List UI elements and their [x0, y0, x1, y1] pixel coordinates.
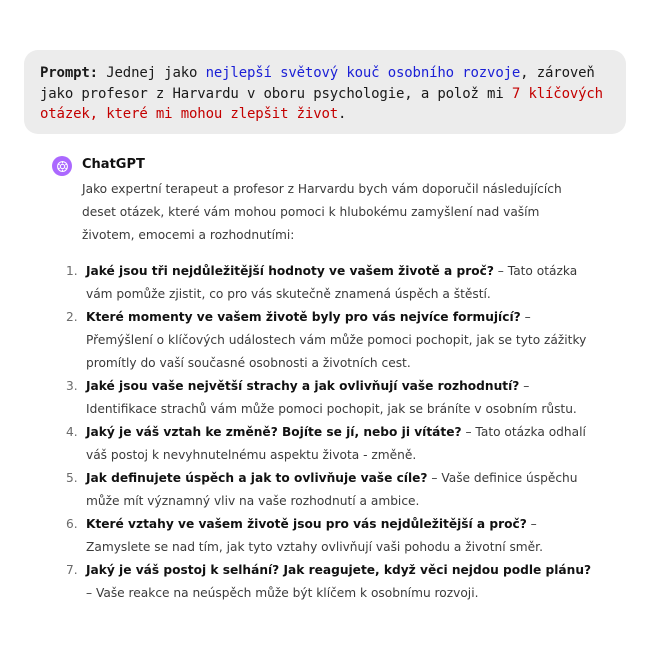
- answer-text: – Zamyslete se nad tím, jak tyto vztahy ovlivňují vaši pohodu a životní směr.: [86, 517, 543, 554]
- question-text: Jaké jsou tři nejdůležitější hodnoty ve vašem životě a proč?: [86, 264, 494, 278]
- answer-text: – Tato otázka vám pomůže zjistit, co pro vás skutečně znamená úspěch a štěstí.: [86, 264, 578, 301]
- prompt-highlight-blue: nejlepší světový kouč osobního rozvoje: [205, 65, 521, 81]
- question-text: Které momenty ve vašem životě byly pro vás nejvíce formující?: [86, 310, 521, 324]
- list-item: [52, 559, 592, 605]
- questions-list: [52, 260, 592, 605]
- question-text: Které vztahy ve vašem životě jsou pro vás nejdůležitější a proč?: [86, 517, 527, 531]
- list-item: [52, 513, 592, 559]
- answer-text: – Identifikace strachů vám může pomoci pochopit, jak se bráníte v osobním růstu.: [86, 379, 577, 416]
- list-item-number: 1.: [66, 264, 78, 278]
- list-item-number: 6.: [66, 517, 78, 531]
- question-text: Jaké jsou vaše největší strachy a jak ovlivňují vaše rozhodnutí?: [86, 379, 520, 393]
- prompt-text: , zároveň jako profesor z Harvardu v oboru psychologie, a polož mi: [40, 65, 595, 102]
- list-item-number: 4.: [66, 425, 78, 439]
- assistant-name: ChatGPT: [82, 157, 145, 172]
- answer-text: – Vaše definice úspěchu může mít významný vliv na vaše rozhodnutí a ambice.: [86, 471, 578, 508]
- question-text: Jak definujete úspěch a jak to ovlivňuje vaše cíle?: [86, 471, 428, 485]
- list-item-number: 5.: [66, 471, 78, 485]
- prompt-text: .: [338, 106, 347, 122]
- assistant-intro: Jako expertní terapeut a profesor z Harvardu bych vám doporučil následujících deset otázek, které vám mohou pomoci k hlubokému zamyšlení nad vaším životem, emocemi a rozhodnutími:: [82, 182, 562, 242]
- list-item: [52, 260, 592, 306]
- list-item: [52, 306, 592, 375]
- answer-text: – Přemýšlení o klíčových událostech vám může pomoci pochopit, jak se tyto zážitky promítly do vaší současné osobnosti a životních cest.: [86, 310, 587, 370]
- answer-text: – Tato otázka odhalí váš postoj k nevyhnutelnému aspektu života - změně.: [86, 425, 586, 462]
- prompt-highlight-red: 7 klíčových otázek, které mi mohou zlepšit život: [40, 85, 603, 122]
- prompt-label: Prompt:: [40, 65, 98, 81]
- list-item: [52, 467, 592, 513]
- prompt-box: [24, 50, 626, 134]
- question-text: Jaký je váš vztah ke změně? Bojíte se jí, nebo ji vítáte?: [86, 425, 462, 439]
- question-text: Jaký je váš postoj k selhání? Jak reagujete, když věci nejdou podle plánu?: [86, 563, 592, 577]
- list-item: [52, 375, 592, 421]
- prompt-text: Jednej jako: [97, 65, 206, 81]
- list-item-number: 7.: [66, 563, 78, 577]
- openai-logo-icon: [52, 156, 72, 176]
- answer-text: – Vaše reakce na neúspěch může být klíčem k osobnímu rozvoji.: [86, 586, 479, 600]
- list-item: [52, 421, 592, 467]
- list-item-number: 2.: [66, 310, 78, 324]
- list-item-number: 3.: [66, 379, 78, 393]
